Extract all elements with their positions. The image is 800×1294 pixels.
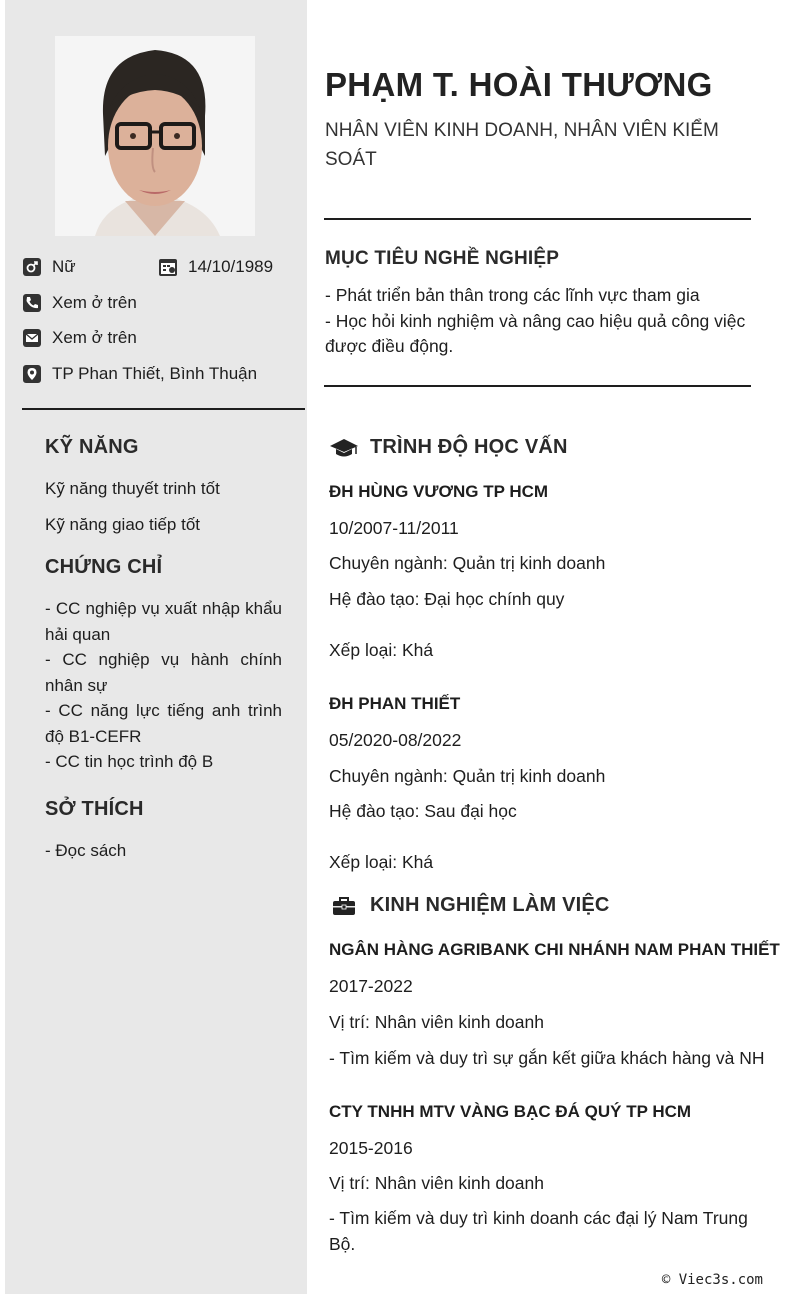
- briefcase-icon: [330, 894, 360, 918]
- certs-list: [45, 596, 282, 775]
- experience-period: 2017-2022: [329, 976, 413, 996]
- envelope-icon: [22, 328, 42, 348]
- cert-item: - CC nghiệp vụ xuất nhập khẩu hải quan: [45, 599, 282, 644]
- cert-item: - CC năng lực tiếng anh trình độ B1-CEFR: [45, 701, 282, 746]
- address-text: TP Phan Thiết, Bình Thuận: [52, 364, 258, 383]
- objective-line: - Phát triển bản thân trong các lĩnh vực tham gia: [325, 285, 700, 305]
- education-major: Chuyên ngành: Quản trị kinh doanh: [329, 766, 606, 786]
- company-name: NGÂN HÀNG AGRIBANK CHI NHÁNH NAM PHAN THIẾT: [329, 940, 780, 959]
- calendar-icon: [158, 257, 178, 277]
- experience-period: 2015-2016: [329, 1138, 413, 1158]
- experience-position: Vị trí: Nhân viên kinh doanh: [329, 1173, 544, 1193]
- school-name: ĐH HÙNG VƯƠNG TP HCM: [329, 482, 549, 501]
- gender-icon: [22, 257, 42, 277]
- hobby-item: - Đọc sách: [45, 841, 127, 860]
- certs-title: CHỨNG CHỈ: [45, 556, 163, 578]
- job-title: NHÂN VIÊN KINH DOANH, NHÂN VIÊN KIỂM SOÁT: [325, 120, 719, 170]
- objective-title: MỤC TIÊU NGHỀ NGHIỆP: [325, 248, 560, 269]
- experience-desc: - Tìm kiếm và duy trì sự gắn kết giữa khách hàng và NH: [329, 1048, 765, 1068]
- birthday-text: 14/10/1989: [188, 257, 274, 276]
- profile-photo: [55, 36, 255, 236]
- phone-text: Xem ở trên: [52, 293, 137, 312]
- hobbies-title: SỞ THÍCH: [45, 798, 144, 820]
- school-name: ĐH PHAN THIẾT: [329, 694, 461, 713]
- header-divider: [324, 218, 751, 220]
- cert-item: - CC tin học trình độ B: [45, 752, 214, 771]
- phone-icon: [22, 293, 42, 313]
- objective-divider: [324, 385, 751, 387]
- experience-title: KINH NGHIỆM LÀM VIỆC: [370, 894, 610, 916]
- company-name: CTY TNHH MTV VÀNG BẠC ĐÁ QUÝ TP HCM: [329, 1102, 692, 1121]
- sidebar-divider: [22, 408, 305, 410]
- email-text: Xem ở trên: [52, 328, 137, 347]
- education-mode: Hệ đào tạo: Sau đại học: [329, 801, 517, 821]
- skill-item: Kỹ năng thuyết trinh tốt: [45, 479, 220, 498]
- education-grade: Xếp loại: Khá: [329, 852, 434, 872]
- education-grade: Xếp loại: Khá: [329, 640, 434, 660]
- experience-position: Vị trí: Nhân viên kinh doanh: [329, 1012, 544, 1032]
- education-period: 05/2020-08/2022: [329, 730, 462, 750]
- footer-credit: © Viec3s.com: [661, 1272, 763, 1288]
- education-major: Chuyên ngành: Quản trị kinh doanh: [329, 553, 606, 573]
- skills-title: KỸ NĂNG: [45, 436, 139, 458]
- map-pin-icon: [22, 364, 42, 384]
- education-period: 10/2007-11/2011: [329, 518, 459, 538]
- graduation-cap-icon: [329, 436, 359, 460]
- cert-item: - CC nghiệp vụ hành chính nhân sự: [45, 650, 282, 695]
- gender-text: Nữ: [52, 257, 76, 276]
- education-title: TRÌNH ĐỘ HỌC VẤN: [370, 436, 568, 458]
- skill-item: Kỹ năng giao tiếp tốt: [45, 515, 201, 534]
- objective-line: - Học hỏi kinh nghiệm và nâng cao hiệu quả công việc được điều động.: [325, 310, 746, 356]
- candidate-name: PHẠM T. HOÀI THƯƠNG: [325, 66, 713, 103]
- objective-text: [325, 283, 755, 360]
- experience-desc: - Tìm kiếm và duy trì kinh doanh các đại lý Nam Trung Bộ.: [329, 1208, 748, 1254]
- education-mode: Hệ đào tạo: Đại học chính quy: [329, 589, 565, 609]
